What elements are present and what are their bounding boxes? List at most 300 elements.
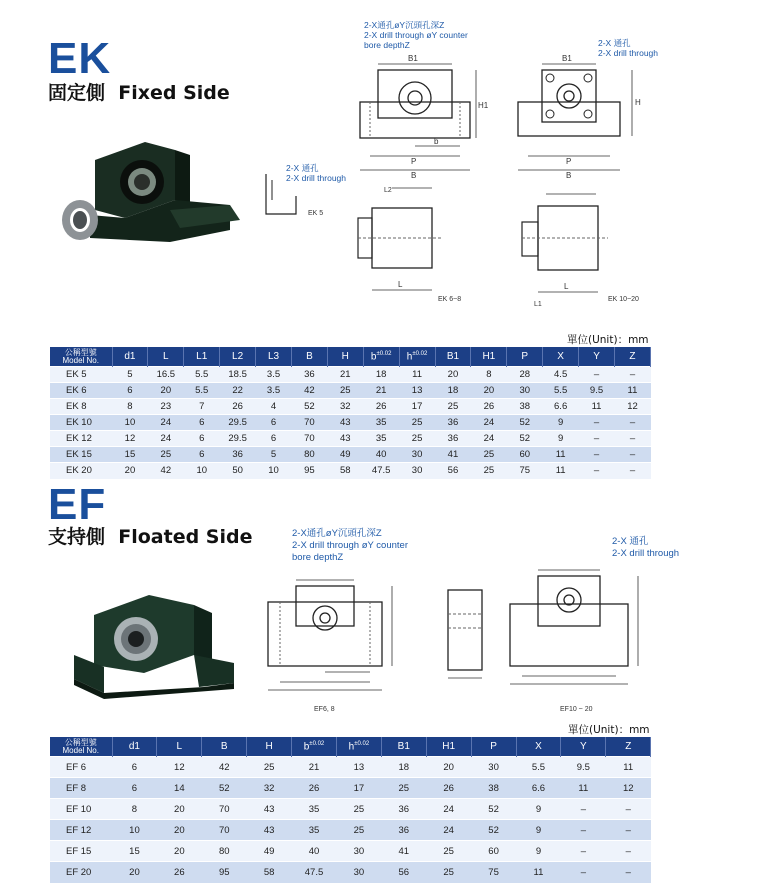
- table-cell: 43: [327, 431, 363, 447]
- table-cell: 30: [336, 841, 381, 862]
- ek-unit-label: 單位(Unit)：mm: [567, 334, 649, 346]
- ek-table-header-row: [50, 347, 651, 367]
- ef-subtitle: [48, 522, 252, 549]
- table-cell: –: [579, 463, 615, 479]
- table-cell: 49: [327, 447, 363, 463]
- ek-header-b-tol: ±0.02: [376, 350, 392, 357]
- table-cell: 30: [336, 862, 381, 883]
- table-cell: 30: [471, 757, 516, 778]
- ek-note-drill-en: 2-X drill through: [598, 48, 659, 58]
- table-cell: –: [561, 841, 606, 862]
- table-cell: 25: [426, 862, 471, 883]
- model-cell: EF 15: [50, 841, 112, 862]
- ef-title: EF: [48, 480, 107, 529]
- ef-product-photo: [64, 575, 244, 705]
- table-cell: 23: [148, 399, 184, 415]
- ek-header-model-cn: 公稱型號: [64, 347, 97, 357]
- table-cell: 6: [184, 431, 220, 447]
- table-cell: 3.5: [256, 367, 292, 383]
- table-cell: 36: [435, 431, 471, 447]
- table-cell: 9: [516, 799, 561, 820]
- table-cell: 25: [471, 447, 507, 463]
- ek-header-L2: L2: [220, 347, 256, 367]
- table-cell: 6: [184, 447, 220, 463]
- table-cell: 47.5: [292, 862, 337, 883]
- ek-header-Z: Z: [614, 347, 650, 367]
- table-cell: –: [579, 447, 615, 463]
- table-cell: 5: [112, 367, 148, 383]
- table-cell: 52: [471, 820, 516, 841]
- table-cell: 9: [516, 820, 561, 841]
- ef68-label: EF6, 8: [314, 706, 335, 713]
- table-cell: 36: [381, 820, 426, 841]
- table-cell: 35: [292, 820, 337, 841]
- ek-header-b: [363, 347, 399, 367]
- table-cell: 9: [543, 431, 579, 447]
- ek-header-L: L: [148, 347, 184, 367]
- table-cell: 6: [256, 431, 292, 447]
- dim-p: P: [411, 157, 417, 166]
- table-cell: 43: [247, 799, 292, 820]
- table-cell: 30: [399, 447, 435, 463]
- model-cell: EF 20: [50, 862, 112, 883]
- ef-header-model-cn: 公稱型號: [64, 737, 97, 747]
- svg-text:L2: L2: [384, 187, 392, 194]
- table-row: [50, 799, 651, 820]
- table-cell: 10: [112, 820, 157, 841]
- ef-note-drill: [612, 536, 679, 560]
- table-cell: 40: [292, 841, 337, 862]
- ef-header-B1: B1: [381, 737, 426, 757]
- table-cell: 20: [157, 799, 202, 820]
- table-row: [50, 841, 651, 862]
- table-cell: 5.5: [184, 367, 220, 383]
- ek5-label: EK 5: [308, 210, 324, 217]
- ek-header-X: X: [543, 347, 579, 367]
- table-cell: 13: [336, 757, 381, 778]
- table-cell: –: [614, 415, 650, 431]
- table-cell: 20: [157, 841, 202, 862]
- table-cell: 24: [426, 820, 471, 841]
- ek-note-counterbore-cn: 2-X通孔øY沉頭孔深Z: [364, 20, 445, 30]
- dim-h1: H1: [478, 101, 489, 110]
- ek5-side-view-drawing: [256, 170, 306, 220]
- table-cell: –: [606, 841, 651, 862]
- table-row: [50, 463, 651, 479]
- table-cell: 25: [381, 778, 426, 799]
- ef-table-body: [50, 757, 651, 883]
- table-cell: –: [606, 820, 651, 841]
- table-cell: 52: [507, 431, 543, 447]
- table-cell: 9: [543, 415, 579, 431]
- table-cell: 60: [471, 841, 516, 862]
- model-cell: EF 8: [50, 778, 112, 799]
- table-cell: 18.5: [220, 367, 256, 383]
- ek-header-model-en: Model No.: [62, 355, 99, 365]
- table-cell: –: [579, 367, 615, 383]
- ek-table-body: [50, 367, 651, 479]
- table-row: [50, 862, 651, 883]
- ek-subtitle-en: Fixed Side: [118, 82, 230, 104]
- ef-header-H: H: [247, 737, 292, 757]
- ef-header-b-tol: ±0.02: [309, 740, 325, 747]
- table-cell: 9: [516, 841, 561, 862]
- dim-b: B: [411, 171, 417, 180]
- ek-header-Y: Y: [579, 347, 615, 367]
- table-cell: 20: [112, 862, 157, 883]
- table-cell: –: [614, 431, 650, 447]
- ef-note-counterbore-depth: bore depthZ: [292, 552, 344, 563]
- table-cell: 24: [471, 431, 507, 447]
- table-cell: 25: [471, 463, 507, 479]
- table-row: [50, 820, 651, 841]
- table-cell: 24: [426, 799, 471, 820]
- model-cell: EF 6: [50, 757, 112, 778]
- table-cell: 49: [247, 841, 292, 862]
- table-cell: 43: [327, 415, 363, 431]
- ef-header-X: X: [516, 737, 561, 757]
- svg-text:B1: B1: [562, 54, 572, 63]
- ef-front-view-drawing: [262, 572, 402, 702]
- ek-note-drill-cn: 2-X 通孔: [598, 38, 631, 48]
- table-cell: 10: [256, 463, 292, 479]
- table-cell: 95: [202, 862, 247, 883]
- ek-header-b-text: b: [370, 351, 377, 363]
- table-cell: 38: [507, 399, 543, 415]
- table-cell: 9.5: [561, 757, 606, 778]
- table-cell: 29.5: [220, 431, 256, 447]
- ef-header-model-en: Model No.: [62, 745, 99, 755]
- table-cell: 75: [507, 463, 543, 479]
- ek-header-h: [399, 347, 435, 367]
- ef-header-d1: d1: [112, 737, 157, 757]
- ef-note-counterbore: [292, 528, 408, 564]
- ek-header-h-tol: ±0.02: [412, 350, 428, 357]
- table-cell: 42: [291, 383, 327, 399]
- ef-header-b: [292, 737, 337, 757]
- ef-note-counterbore-en: 2-X drill through øY counter: [292, 540, 408, 551]
- model-cell: EK 15: [50, 447, 112, 463]
- ek-large-section-drawing: [516, 192, 626, 312]
- table-cell: 10: [112, 415, 148, 431]
- ek-header-H1: H1: [471, 347, 507, 367]
- svg-text:B: B: [566, 171, 572, 180]
- table-cell: 5.5: [543, 383, 579, 399]
- table-cell: –: [614, 463, 650, 479]
- table-cell: 35: [363, 431, 399, 447]
- model-cell: EK 12: [50, 431, 112, 447]
- table-cell: 11: [561, 778, 606, 799]
- table-cell: –: [561, 820, 606, 841]
- table-cell: 41: [435, 447, 471, 463]
- ef-header-L: L: [157, 737, 202, 757]
- ef-header-Y: Y: [561, 737, 606, 757]
- ef-side-view-drawing: [442, 584, 502, 684]
- table-cell: –: [579, 431, 615, 447]
- table-cell: 26: [363, 399, 399, 415]
- table-cell: 3.5: [256, 383, 292, 399]
- ef-header-h-tol: ±0.02: [354, 740, 370, 747]
- table-cell: 17: [399, 399, 435, 415]
- table-cell: 21: [363, 383, 399, 399]
- ef-note-drill-en: 2-X drill through: [612, 548, 680, 559]
- ek-front-view-drawing-large: [512, 50, 662, 190]
- table-cell: –: [606, 799, 651, 820]
- table-row: [50, 778, 651, 799]
- model-cell: EK 20: [50, 463, 112, 479]
- table-cell: 75: [471, 862, 516, 883]
- dim-small-b: b: [434, 137, 439, 146]
- table-row: [50, 383, 651, 399]
- ef-header-b-text: b: [303, 741, 310, 753]
- ef-subtitle-en: Floated Side: [118, 526, 253, 548]
- ek-header-h-text: h: [406, 351, 413, 363]
- table-cell: 80: [202, 841, 247, 862]
- ef-header-H1: H1: [426, 737, 471, 757]
- ef-unit-label: 單位(Unit)：mm: [568, 724, 650, 736]
- table-cell: 20: [435, 367, 471, 383]
- dim-b1: B1: [408, 54, 418, 63]
- ef-header-h: [336, 737, 381, 757]
- ek-title: EK: [48, 34, 112, 83]
- table-cell: 25: [336, 820, 381, 841]
- table-cell: 29.5: [220, 415, 256, 431]
- table-cell: 25: [426, 841, 471, 862]
- ek-subtitle: [48, 78, 230, 105]
- table-cell: 32: [327, 399, 363, 415]
- ek-spec-table: [50, 347, 651, 479]
- table-cell: 36: [220, 447, 256, 463]
- table-cell: 9.5: [579, 383, 615, 399]
- ek5-note-drill-en: 2-X drill through: [286, 173, 347, 183]
- table-cell: 6: [112, 383, 148, 399]
- table-cell: 42: [148, 463, 184, 479]
- table-cell: 35: [363, 415, 399, 431]
- ek-header-P: P: [507, 347, 543, 367]
- ek-product-photo: [50, 120, 250, 270]
- table-cell: 70: [291, 415, 327, 431]
- table-cell: 8: [112, 399, 148, 415]
- table-cell: 25: [247, 757, 292, 778]
- table-cell: 6.6: [516, 778, 561, 799]
- table-cell: 95: [291, 463, 327, 479]
- table-cell: 4: [256, 399, 292, 415]
- ek-note-counterbore-depth: bore depthZ: [364, 40, 410, 50]
- svg-text:L: L: [564, 282, 569, 291]
- ef-table-header-row: [50, 737, 651, 757]
- table-cell: 24: [471, 415, 507, 431]
- table-cell: 12: [614, 399, 650, 415]
- table-cell: 52: [471, 799, 516, 820]
- table-cell: 6: [256, 415, 292, 431]
- table-cell: 43: [247, 820, 292, 841]
- table-cell: 15: [112, 447, 148, 463]
- table-cell: 11: [579, 399, 615, 415]
- table-cell: 17: [336, 778, 381, 799]
- table-cell: 11: [614, 383, 650, 399]
- model-cell: EK 6: [50, 383, 112, 399]
- table-cell: 70: [291, 431, 327, 447]
- ek-header-L3: L3: [256, 347, 292, 367]
- table-cell: 58: [247, 862, 292, 883]
- table-cell: 26: [292, 778, 337, 799]
- table-cell: 60: [507, 447, 543, 463]
- table-cell: –: [614, 447, 650, 463]
- table-cell: –: [606, 862, 651, 883]
- svg-text:P: P: [566, 157, 572, 166]
- ef-header-P: P: [471, 737, 516, 757]
- table-cell: 52: [291, 399, 327, 415]
- table-cell: –: [614, 367, 650, 383]
- table-cell: 16.5: [148, 367, 184, 383]
- table-cell: 18: [381, 757, 426, 778]
- table-cell: 26: [471, 399, 507, 415]
- ef1020-label: EF10 ~ 20: [560, 706, 593, 713]
- table-cell: 8: [471, 367, 507, 383]
- table-cell: 70: [202, 820, 247, 841]
- table-cell: 40: [363, 447, 399, 463]
- ek68-label: EK 6~8: [438, 296, 462, 303]
- table-cell: 5.5: [516, 757, 561, 778]
- table-cell: 56: [435, 463, 471, 479]
- table-cell: 26: [157, 862, 202, 883]
- table-cell: 6: [112, 757, 157, 778]
- ef-note-drill-cn: 2-X 通孔: [612, 536, 649, 547]
- table-cell: 52: [202, 778, 247, 799]
- table-cell: 12: [606, 778, 651, 799]
- ek-note-counterbore: [364, 20, 468, 50]
- table-cell: 36: [291, 367, 327, 383]
- table-cell: 26: [426, 778, 471, 799]
- table-cell: 6: [112, 778, 157, 799]
- table-row: [50, 415, 651, 431]
- ek-header-B1: B1: [435, 347, 471, 367]
- table-cell: 7: [184, 399, 220, 415]
- ek-note-counterbore-en: 2-X drill through øY counter: [364, 30, 468, 40]
- table-cell: 56: [381, 862, 426, 883]
- table-cell: 38: [471, 778, 516, 799]
- table-cell: –: [561, 862, 606, 883]
- table-cell: 52: [507, 415, 543, 431]
- table-cell: 21: [292, 757, 337, 778]
- model-cell: EK 5: [50, 367, 112, 383]
- table-cell: 24: [148, 415, 184, 431]
- table-cell: 25: [435, 399, 471, 415]
- table-cell: 5.5: [184, 383, 220, 399]
- table-cell: 22: [220, 383, 256, 399]
- table-cell: 25: [399, 415, 435, 431]
- table-cell: 20: [471, 383, 507, 399]
- ek-header-B: B: [291, 347, 327, 367]
- table-cell: 11: [543, 463, 579, 479]
- table-cell: 6: [184, 415, 220, 431]
- ek-front-view-drawing: [350, 50, 490, 190]
- model-cell: EK 10: [50, 415, 112, 431]
- table-cell: 25: [336, 799, 381, 820]
- table-cell: 20: [112, 463, 148, 479]
- table-cell: 50: [220, 463, 256, 479]
- table-cell: 30: [399, 463, 435, 479]
- ef-header-model: [50, 737, 112, 757]
- table-cell: 11: [399, 367, 435, 383]
- ek-header-d1: d1: [112, 347, 148, 367]
- ek-header-L1: L1: [184, 347, 220, 367]
- table-cell: 47.5: [363, 463, 399, 479]
- table-cell: 36: [435, 415, 471, 431]
- ef-note-counterbore-cn: 2-X通孔øY沉頭孔深Z: [292, 528, 382, 539]
- table-cell: 20: [148, 383, 184, 399]
- table-row: [50, 367, 651, 383]
- table-cell: 18: [363, 367, 399, 383]
- table-cell: 18: [435, 383, 471, 399]
- ek-side-section-drawing: [352, 186, 452, 296]
- table-cell: 58: [327, 463, 363, 479]
- ek-header-model: [50, 347, 112, 367]
- ek-header-H: H: [327, 347, 363, 367]
- table-cell: 25: [148, 447, 184, 463]
- table-cell: 21: [327, 367, 363, 383]
- table-cell: 10: [184, 463, 220, 479]
- table-cell: 25: [399, 431, 435, 447]
- ef-large-front-view-drawing: [506, 568, 656, 688]
- table-cell: 26: [220, 399, 256, 415]
- ek5-note-drill-cn: 2-X 通孔: [286, 163, 319, 173]
- table-cell: 12: [112, 431, 148, 447]
- model-cell: EK 8: [50, 399, 112, 415]
- ek-subtitle-cn: 固定側: [48, 82, 106, 104]
- table-cell: 42: [202, 757, 247, 778]
- table-cell: 70: [202, 799, 247, 820]
- table-cell: 20: [157, 820, 202, 841]
- model-cell: EF 10: [50, 799, 112, 820]
- table-cell: 11: [543, 447, 579, 463]
- svg-text:L1: L1: [534, 301, 542, 308]
- table-row: [50, 399, 651, 415]
- table-cell: –: [579, 415, 615, 431]
- table-cell: 25: [327, 383, 363, 399]
- ef-header-h-text: h: [348, 741, 355, 753]
- ef-spec-table: [50, 737, 651, 883]
- table-cell: 13: [399, 383, 435, 399]
- table-cell: 6.6: [543, 399, 579, 415]
- table-cell: 14: [157, 778, 202, 799]
- table-cell: –: [561, 799, 606, 820]
- table-cell: 32: [247, 778, 292, 799]
- model-cell: EF 12: [50, 820, 112, 841]
- table-cell: 11: [606, 757, 651, 778]
- table-cell: 8: [112, 799, 157, 820]
- ef-subtitle-cn: 支持側: [48, 526, 106, 548]
- ek1020-label: EK 10~20: [608, 296, 639, 303]
- table-cell: 28: [507, 367, 543, 383]
- table-cell: 24: [148, 431, 184, 447]
- table-row: [50, 757, 651, 778]
- table-cell: 15: [112, 841, 157, 862]
- table-cell: 12: [157, 757, 202, 778]
- svg-text:H: H: [635, 98, 641, 107]
- table-cell: 30: [507, 383, 543, 399]
- table-cell: 80: [291, 447, 327, 463]
- table-cell: 5: [256, 447, 292, 463]
- table-row: [50, 431, 651, 447]
- ef-header-B: B: [202, 737, 247, 757]
- table-cell: 41: [381, 841, 426, 862]
- table-cell: 4.5: [543, 367, 579, 383]
- table-cell: 20: [426, 757, 471, 778]
- table-cell: 11: [516, 862, 561, 883]
- svg-text:L: L: [398, 280, 403, 289]
- ef-header-Z: Z: [606, 737, 651, 757]
